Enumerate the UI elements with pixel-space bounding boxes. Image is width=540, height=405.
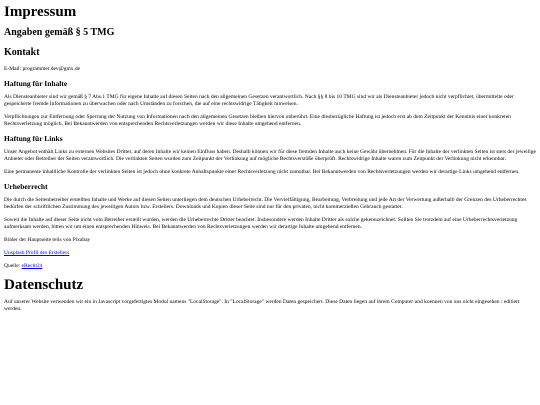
urheberrecht-paragraph-2: Soweit die Inhalte auf dieser Seite nicht vom Betreiber erstellt wurden, werden die Urheberrechte Dritter beachtet. Insbesondere werden Inhalte Dritter als solche gekennzeichnet. Sollten Sie trotzdem auf eine Urheberrechtsverletzung aufmerksam werden, bitten wir um einen entsprechenden Hinweis. Bei Bekanntwerden von Rechtsverletzungen werden wir derartige Inhalte umgehend entfernen. xyxy=(4,217,518,230)
source-line xyxy=(4,263,536,270)
contact-heading: Kontakt xyxy=(4,47,40,58)
haftung-inhalte-paragraph-2: Verpflichtungen zur Entfernung oder Sperrung der Nutzung von Informationen nach den allgemeinen Gesetzen bleiben hiervon unberührt. Eine diesbezügliche Haftung ist jedoch erst ab dem Zeitpunkt der Kenntnis einer konkreten Rechtsverletzung möglich. Bei Bekanntwerden von entsprechenden Rechtsverletzungen werden wir diese Inhalte umgehend entfernen. xyxy=(4,114,511,127)
urheberrecht-heading: Urheberrecht xyxy=(4,182,48,191)
erecht24-link[interactable]: eRecht24 xyxy=(21,263,43,269)
haftung-links-heading: Haftung für Links xyxy=(4,134,63,143)
unsplash-line xyxy=(4,250,536,257)
haftung-links-paragraph-2: Eine permanente inhaltliche Kontrolle der verlinkten Seiten ist jedoch ohne konkrete Anhaltspunkte einer Rechtsverletzung nicht zumutbar. Bei Bekanntwerden von Rechtsverletzungen werden wir derartige Links umgehend entfernen. xyxy=(4,169,520,175)
haftung-inhalte-paragraph-1: Als Diensteanbieter sind wir gemäß § 7 Abs.1 TMG für eigene Inhalte auf diesen Seiten nach den allgemeinen Gesetzen verantwortlich. Nach §§ 8 bis 10 TMG sind wir als Diensteanbieter jedoch nicht verpflichtet, übermittelte oder gespeicherte fremde Informationen zu überwachen oder nach Umständen zu forschen, die auf eine rechtswidrige Tätigkeit hinweisen. xyxy=(4,94,514,107)
datenschutz-paragraph: Auf unserer Website verwenden wir ein in Javascript vorgefertigtes Modul namens "LocalStorage". In "LocalStorage" werden Daten gespeichert. Diese Daten liegen auf ihrem Computer und koennen von uns nicht eingesehen / editiert werden. xyxy=(4,299,520,312)
source-label: Quelle: xyxy=(4,263,22,269)
tmg-subtitle: Angaben gemäß § 5 TMG xyxy=(4,27,115,38)
datenschutz-title: Datenschutz xyxy=(4,277,84,293)
contact-email: E-Mail: programmer.dev@gmx.de xyxy=(4,66,81,72)
haftung-inhalte-heading: Haftung für Inhalte xyxy=(4,79,68,88)
urheberrecht-paragraph-1: Die durch die Seitenbetreiber erstellten Inhalte und Werke auf diesen Seiten unterliegen dem deutschen Urheberrecht. Die Vervielfältigung, Bearbeitung, Verbreitung und jede Art der Verwertung außerhalb der Grenzen des Urheberrechtes bedürfen der schriftlichen Zustimmung des jeweiligen Autors bzw. Erstellers. Downloads und Kopien dieser Seite sind nur für den privaten, nicht kommerziellen Gebrauch gestattet. xyxy=(4,197,527,210)
haftung-links-paragraph-1: Unser Angebot enthält Links zu externen Websites Dritter, auf deren Inhalte wir keinen Einfluss haben. Deshalb können wir für diese fremden Inhalte auch keine Gewähr übernehmen. Für die Inhalte der verlinkten Seiten ist stets der jeweilige Anbieter oder Betreiber der Seiten verantwortlich. Die verlinkten Seiten wurden zum Zeitpunkt der Verlinkung auf mögliche Rechtsverstöße überprüft. Rechtswidrige Inhalte waren zum Zeitpunkt der Verlinkung nicht erkennbar. xyxy=(4,149,536,162)
unsplash-profile-link[interactable]: Unsplash Profil des Erstellers xyxy=(4,250,70,256)
impressum-title: Impressum xyxy=(4,4,77,20)
image-credit: Bilder der Hauptseite teils von Pixabay xyxy=(4,237,91,243)
